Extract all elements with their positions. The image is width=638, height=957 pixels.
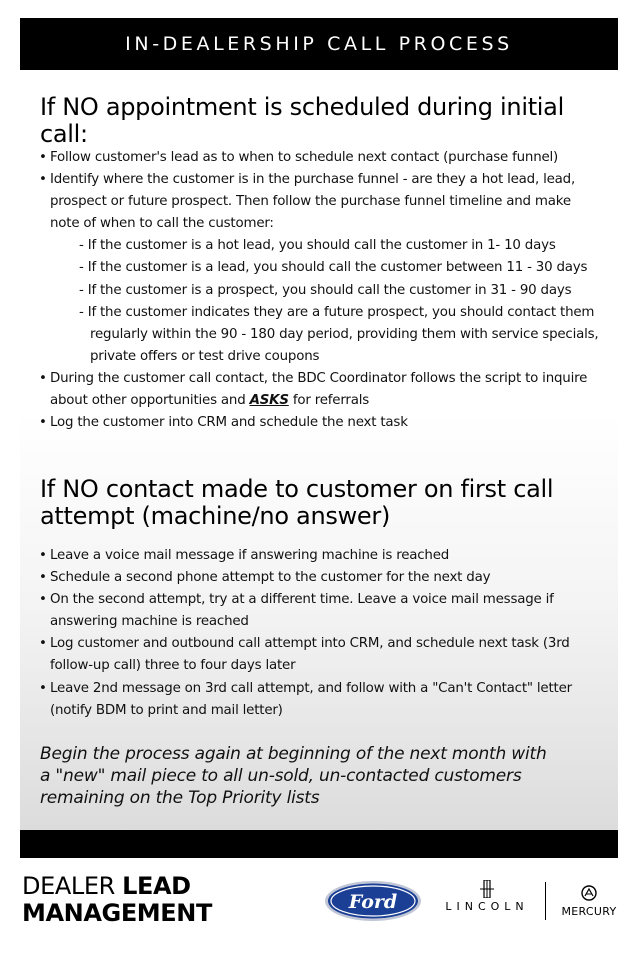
no-appointment-list xyxy=(40,147,600,434)
sub-list-item: - If the customer is a lead, you should call the customer between 11 - 30 days xyxy=(79,260,588,276)
list-item: • Leave 2nd message on 3rd call attempt, and follow with a "Can't Contact" letter (notify BDM to print and mail letter) xyxy=(40,678,600,722)
brand-word: DEALER xyxy=(22,872,123,900)
list-item: • On the second attempt, try at a different time. Leave a voice mail message if answering machine is reached xyxy=(40,589,600,633)
lincoln-star-icon xyxy=(480,880,494,898)
list-item: • Log the customer into CRM and schedule the next task xyxy=(40,412,600,434)
ford-oval-icon xyxy=(324,880,422,922)
sub-list-item: - If the customer indicates they are a future prospect, you should contact them regularly within the 90 - 180 day period, providing them with service specials, private offers or test drive coupons xyxy=(79,304,599,364)
mercury-wordmark: MERCURY xyxy=(561,905,617,918)
page-footer-bar xyxy=(20,830,618,858)
sub-list-item: - If the customer is a prospect, you should call the customer in 31 - 90 days xyxy=(79,282,572,298)
ford-wordmark: Ford xyxy=(348,891,398,913)
closing-statement: Begin the process again at beginning of the next month with a "new" mail piece to all un-sold, un-contacted customers remaining on the Top Priority lists xyxy=(40,744,547,808)
section-heading-no-appointment: If NO appointment is scheduled during initial call: xyxy=(40,93,564,148)
page-header-title: IN-DEALERSHIP CALL PROCESS xyxy=(125,33,513,55)
mercury-emblem-icon xyxy=(581,885,597,901)
logo-divider xyxy=(545,882,546,920)
lincoln-wordmark: LINCOLN xyxy=(445,900,529,913)
list-item: • Follow customer's lead as to when to schedule next contact (purchase funnel) xyxy=(40,147,600,169)
ford-logo xyxy=(324,880,422,922)
brand-word: MANAGEMENT xyxy=(22,899,212,927)
list-item xyxy=(40,368,600,412)
section-heading-no-contact: If NO contact made to customer on first call attempt (machine/no answer) xyxy=(40,475,554,530)
emphasis-asks: ASKS xyxy=(249,393,289,409)
list-item: • Leave a voice mail message if answering machine is reached xyxy=(40,545,600,567)
no-contact-list xyxy=(40,545,600,722)
list-item: • Log customer and outbound call attempt into CRM, and schedule next task (3rd follow-up call) three to four days later xyxy=(40,633,600,677)
dealer-lead-management-logo xyxy=(22,873,212,927)
brand-word: LEAD xyxy=(122,872,191,900)
mercury-logo xyxy=(556,883,622,923)
list-item: • Identify where the customer is in the purchase funnel - are they a hot lead, lead, prospect or future prospect. Then follow the purchase funnel timeline and make note of when to call the customer: xyxy=(40,169,600,235)
page-header-bar xyxy=(20,18,618,70)
list-item-text: During the customer call contact, the BDC Coordinator follows the script to inquire about other opportunities and xyxy=(50,370,588,409)
lincoln-logo xyxy=(442,880,532,924)
sub-list-item: - If the customer is a hot lead, you should call the customer in 1- 10 days xyxy=(79,238,556,254)
list-item-text: for referrals xyxy=(288,393,370,409)
list-item: • Schedule a second phone attempt to the customer for the next day xyxy=(40,567,600,589)
